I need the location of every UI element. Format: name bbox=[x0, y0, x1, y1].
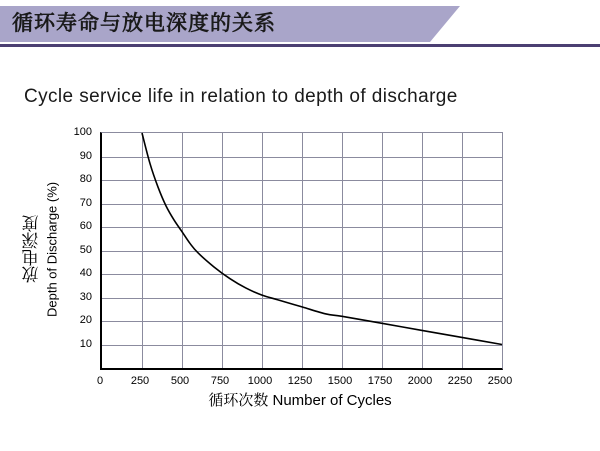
y-tick-label: 70 bbox=[79, 196, 92, 209]
y-tick-label: 30 bbox=[79, 290, 92, 303]
y-tick-label: 20 bbox=[79, 314, 92, 326]
plot-area bbox=[100, 132, 503, 370]
x-tick-label: 1500 bbox=[327, 375, 353, 387]
y-axis-label-chinese: 放电深度 bbox=[22, 215, 42, 284]
chart-title: Cycle service life in relation to depth of discharge bbox=[24, 86, 458, 107]
x-tick-label: 1000 bbox=[247, 375, 273, 387]
x-tick-label: 500 bbox=[170, 375, 190, 387]
y-axis-label-english: Depth of Discharge (%) bbox=[44, 181, 60, 318]
y-tick-label: 10 bbox=[79, 337, 92, 350]
x-tick-label: 1250 bbox=[287, 375, 313, 387]
header-bar-accent-wedge bbox=[430, 6, 460, 42]
x-tick-label: 1750 bbox=[367, 375, 393, 387]
x-tick-label: 2000 bbox=[407, 375, 433, 387]
y-tick-label: 100 bbox=[73, 126, 92, 138]
chart-container bbox=[0, 52, 600, 451]
y-tick-label: 90 bbox=[79, 149, 92, 162]
y-tick-label: 40 bbox=[79, 267, 92, 279]
y-tick-label: 60 bbox=[79, 220, 92, 232]
x-tick-label: 0 bbox=[96, 375, 104, 387]
x-tick-label: 250 bbox=[130, 375, 150, 387]
y-tick-label: 80 bbox=[79, 173, 92, 185]
x-axis-label: 循环次数 Number of Cycles bbox=[208, 392, 392, 409]
header-banner bbox=[0, 0, 600, 52]
x-tick-label: 2500 bbox=[487, 375, 513, 387]
x-tick-label: 2250 bbox=[447, 375, 473, 387]
discharge-curve bbox=[102, 133, 502, 368]
x-tick-label: 750 bbox=[210, 375, 230, 387]
header-underline bbox=[0, 44, 600, 47]
y-tick-label: 50 bbox=[79, 243, 92, 256]
page-title: 循环寿命与放电深度的关系 bbox=[12, 12, 276, 35]
